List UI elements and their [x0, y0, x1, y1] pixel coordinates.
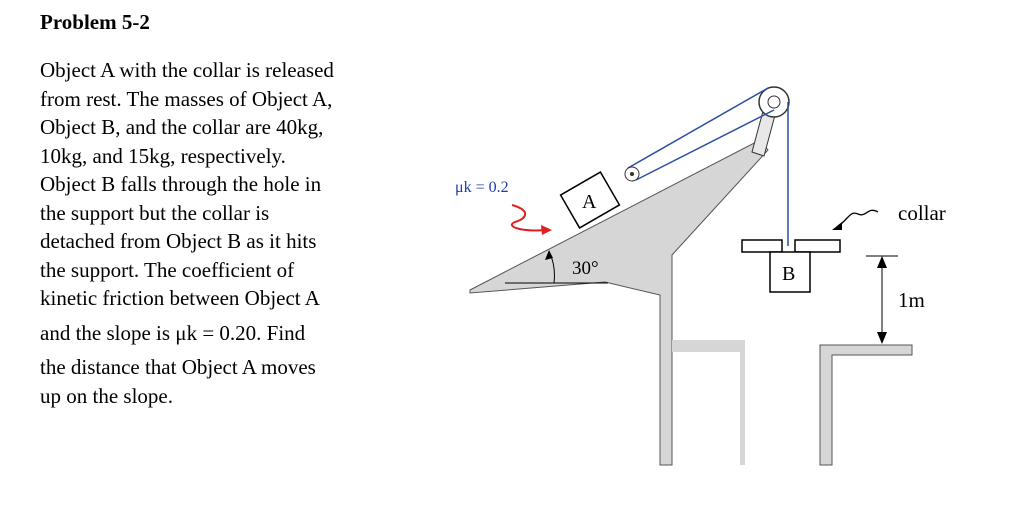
slope-support — [470, 140, 768, 465]
distance-label: 1m — [898, 288, 925, 312]
collar-right — [795, 240, 840, 252]
problem-line: and the slope is μk = 0.20. Find — [40, 320, 306, 345]
left-ledge-fill — [672, 340, 745, 352]
problem-line: up on the slope. — [40, 383, 173, 408]
right-support — [820, 345, 912, 465]
block-b-label: B — [782, 263, 796, 285]
problem-line: the distance that Object A moves — [40, 355, 316, 379]
angle-label: 30° — [572, 258, 599, 279]
rope-roller-hub — [630, 172, 634, 176]
pulley-hub — [768, 96, 780, 108]
collar-left — [742, 240, 782, 252]
problem-line: kinetic friction between Object A — [40, 286, 320, 310]
problem-statement — [40, 56, 400, 410]
problem-line: the support. The coefficient of — [40, 257, 295, 282]
problem-line: Object A with the collar is released — [40, 58, 334, 82]
mu-arrow-head — [541, 225, 552, 235]
mu-label: μk = 0.2 — [455, 179, 509, 196]
collar-pointer-head — [832, 222, 842, 230]
problem-line: detached from Object B as it hits — [40, 229, 317, 253]
problem-title: Problem 5-2 — [40, 10, 150, 34]
collar-label: collar — [898, 201, 946, 225]
block-a-label: A — [582, 191, 597, 213]
problem-line: 10kg, and 15kg, respectively. — [40, 143, 286, 168]
collar-pointer — [838, 210, 878, 226]
left-support-lower — [740, 340, 745, 465]
pulley-diagram — [430, 40, 990, 480]
problem-line: the support but the collar is — [40, 200, 270, 225]
dim-arrow-bottom — [877, 332, 887, 344]
dim-arrow-top — [877, 256, 887, 268]
mu-arrow — [512, 205, 545, 230]
problem-line: from rest. The masses of Object A, — [40, 86, 333, 111]
problem-line: Object B, and the collar are 40kg, — [40, 115, 324, 139]
problem-line: Object B falls through the hole in — [40, 172, 322, 196]
